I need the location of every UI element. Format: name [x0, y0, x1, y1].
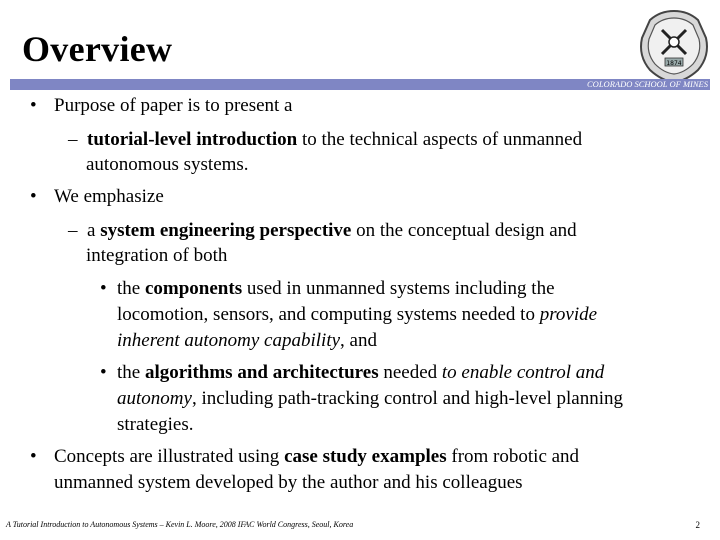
footer-citation: A Tutorial Introduction to Autonomous Systems – Kevin L. Moore, 2008 IFAC World Congress, Seoul, Korea [6, 520, 354, 529]
page-number: 2 [695, 520, 700, 530]
bullet-3-cont: unmanned system developed by the author and his colleagues [54, 472, 523, 493]
bullet-icon: • [30, 446, 37, 467]
bold-phrase: components [144, 278, 243, 299]
bullet-1-text: Purpose of paper is to present a [54, 95, 293, 116]
sub-bullet-b [117, 362, 604, 384]
sub-text: on the conceptual design and [351, 220, 577, 241]
sub-bullet-a-cont-1 [117, 304, 597, 326]
sub-text: , and [340, 330, 377, 351]
bullet-2-text: We emphasize [54, 186, 164, 207]
sub-bullet-a [117, 278, 555, 300]
sub-text-pre: a [87, 220, 101, 241]
dash-marker: – [68, 220, 78, 241]
italic-phrase: inherent autonomy capability [117, 330, 341, 351]
slide-title: Overview [22, 29, 173, 69]
italic-phrase: provide [539, 304, 598, 325]
sub-text: locomotion, sensors, and computing systems needed to [117, 304, 540, 325]
school-seal-logo [636, 8, 712, 84]
sub-text: used in unmanned systems including the [242, 278, 555, 299]
bullet-icon: • [30, 95, 37, 116]
sub-text-pre: the [117, 362, 145, 383]
bullet-2-sub-1 [68, 220, 577, 242]
sub-text: needed [378, 362, 442, 383]
sub-bullet-a-cont-2 [117, 330, 377, 352]
dash-marker: – [68, 129, 78, 150]
sub-bullet-b-cont-2: strategies. [117, 414, 194, 435]
bold-phrase: case study examples [284, 446, 447, 467]
bold-phrase: system engineering perspective [100, 220, 352, 241]
bullet-2-sub-1-cont: integration of both [86, 245, 228, 266]
bullet-1-sub-1 [68, 129, 582, 151]
italic-phrase: autonomy [117, 388, 192, 409]
sub-text-pre: the [117, 278, 145, 299]
bullet-icon: • [100, 278, 107, 299]
sub-text: from robotic and [446, 446, 580, 467]
seal-year: 1874 [666, 60, 682, 67]
sub-text: , including path-tracking control and high-level planning [191, 388, 624, 409]
sub-text: to the technical aspects of unmanned [297, 129, 583, 150]
italic-phrase: to enable control and [441, 362, 605, 383]
bold-phrase: algorithms and architectures [144, 362, 379, 383]
bullet-3-text [54, 446, 579, 468]
bullet-icon: • [100, 362, 107, 383]
header-bar-label: COLORADO SCHOOL OF MINES [587, 79, 708, 89]
bullet-1-sub-1-cont: autonomous systems. [86, 154, 249, 175]
bullet-icon: • [30, 186, 37, 207]
sub-text-pre: Concepts are illustrated using [54, 446, 285, 467]
bold-phrase: tutorial-level introduction [87, 129, 298, 150]
sub-bullet-b-cont-1 [117, 388, 623, 410]
